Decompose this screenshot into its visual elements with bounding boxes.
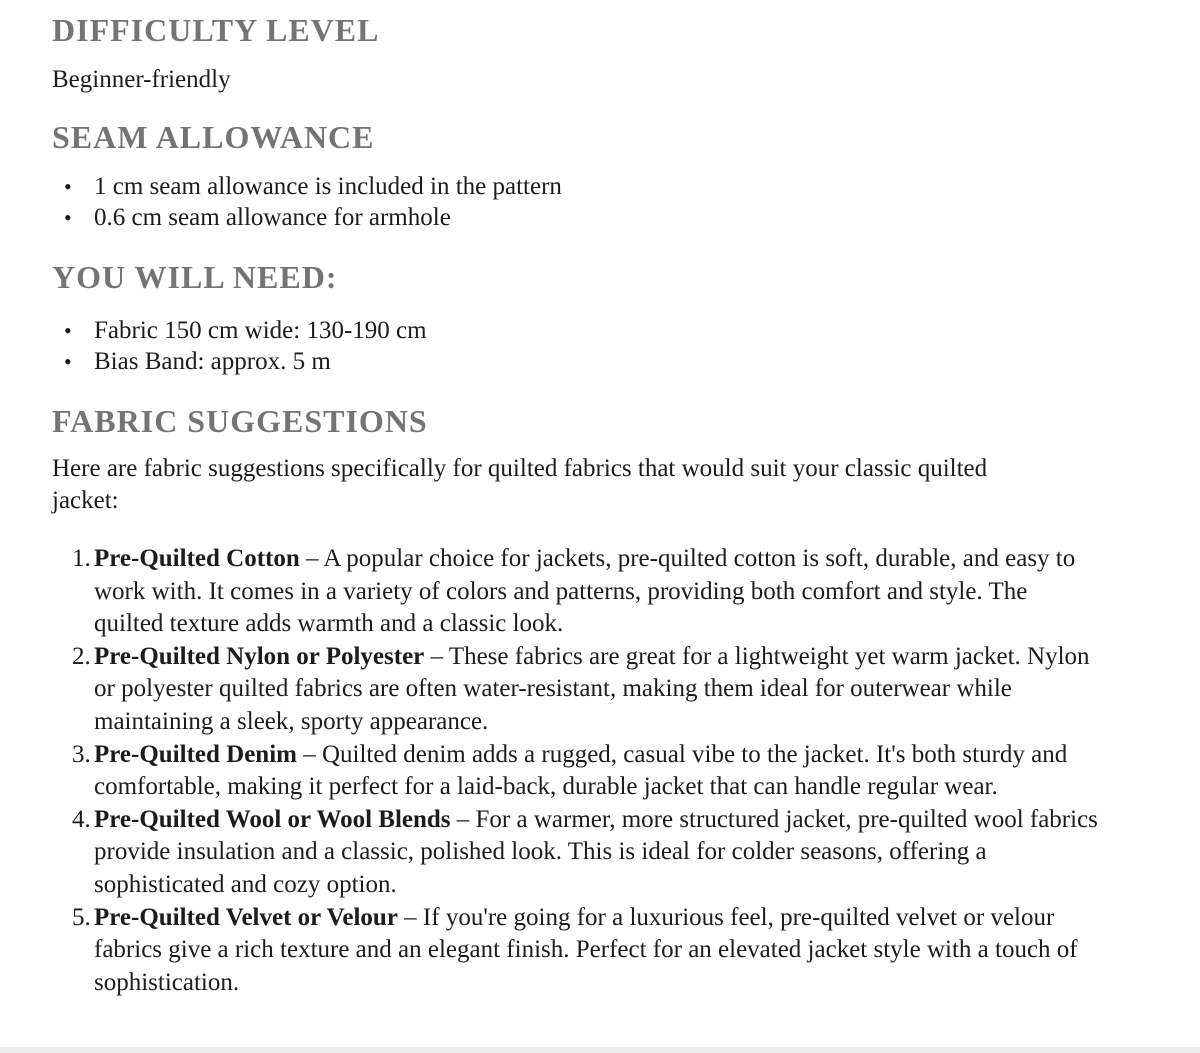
list-number: 2. bbox=[72, 642, 91, 670]
fabric-term: Pre-Quilted Nylon or Polyester bbox=[94, 642, 425, 670]
fabric-suggestions-list bbox=[52, 543, 1102, 999]
fabric-description: – Quilted denim adds a rugged, casual vibe to the jacket. It's both sturdy and comfortable, making it perfect for a laid-back, durable jacket that can handle regular wear. bbox=[94, 740, 1068, 801]
fabric-description: – For a warmer, more structured jacket, pre-quilted wool fabrics provide insulation and a classic, polished look. This is ideal for colder seasons, offering a sophisticated and cozy option. bbox=[94, 805, 1098, 898]
difficulty-text: Beginner-friendly bbox=[52, 66, 231, 93]
list-item bbox=[52, 202, 1162, 233]
fabric-description: – These fabrics are great for a lightweight yet warm jacket. Nylon or polyester quilted fabrics are often water-resistant, making them ideal for outerwear while maintaining a sleek, sporty appearance. bbox=[94, 642, 1090, 735]
seam-allowance-heading: SEAM ALLOWANCE bbox=[52, 119, 375, 155]
fabric-intro-text: Here are fabric suggestions specifically for quilted fabrics that would suit your classic quilted jacket: bbox=[52, 455, 988, 514]
page-bottom-divider bbox=[0, 1047, 1200, 1053]
fabric-term: Pre-Quilted Denim bbox=[94, 740, 297, 768]
bullet-icon: • bbox=[64, 318, 72, 343]
list-item bbox=[52, 641, 1102, 739]
list-number: 5. bbox=[72, 903, 91, 931]
difficulty-heading: DIFFICULTY LEVEL bbox=[52, 12, 380, 48]
document-page bbox=[52, 0, 1162, 999]
fabric-term: Pre-Quilted Cotton bbox=[94, 545, 300, 572]
list-item bbox=[52, 315, 1162, 346]
list-number: 1. bbox=[72, 545, 91, 572]
list-item bbox=[52, 346, 1162, 377]
fabric-term: Pre-Quilted Velvet or Velour bbox=[94, 903, 398, 931]
list-item-text: 0.6 cm seam allowance for armhole bbox=[94, 204, 451, 231]
list-number: 3. bbox=[72, 740, 91, 768]
you-will-need-list bbox=[52, 315, 1162, 377]
seam-allowance-list bbox=[52, 171, 1162, 233]
list-item-text: 1 cm seam allowance is included in the pattern bbox=[94, 173, 562, 200]
fabric-term: Pre-Quilted Wool or Wool Blends bbox=[94, 805, 451, 833]
list-item bbox=[52, 171, 1162, 202]
fabric-description: – A popular choice for jackets, pre-quilted cotton is soft, durable, and easy to work with. It comes in a variety of colors and patterns, providing both comfort and style. The quilted texture adds warmth and a classic look. bbox=[94, 545, 1076, 638]
list-number: 4. bbox=[72, 805, 91, 833]
fabric-suggestions-heading: FABRIC SUGGESTIONS bbox=[52, 403, 428, 439]
bullet-icon: • bbox=[64, 349, 72, 374]
list-item-text: Fabric 150 cm wide: 130-190 cm bbox=[94, 317, 427, 344]
fabric-description: – If you're going for a luxurious feel, pre-quilted velvet or velour fabrics give a rich texture and an elegant finish. Perfect for an elevated jacket style with a touch of sophistication. bbox=[94, 903, 1078, 996]
bullet-icon: • bbox=[64, 174, 72, 199]
list-item bbox=[52, 739, 1102, 804]
list-item bbox=[52, 804, 1102, 902]
list-item-text: Bias Band: approx. 5 m bbox=[94, 348, 331, 375]
list-item bbox=[52, 543, 1102, 641]
bullet-icon: • bbox=[64, 205, 72, 230]
list-item bbox=[52, 902, 1102, 1000]
you-will-need-heading: YOU WILL NEED: bbox=[52, 259, 338, 295]
